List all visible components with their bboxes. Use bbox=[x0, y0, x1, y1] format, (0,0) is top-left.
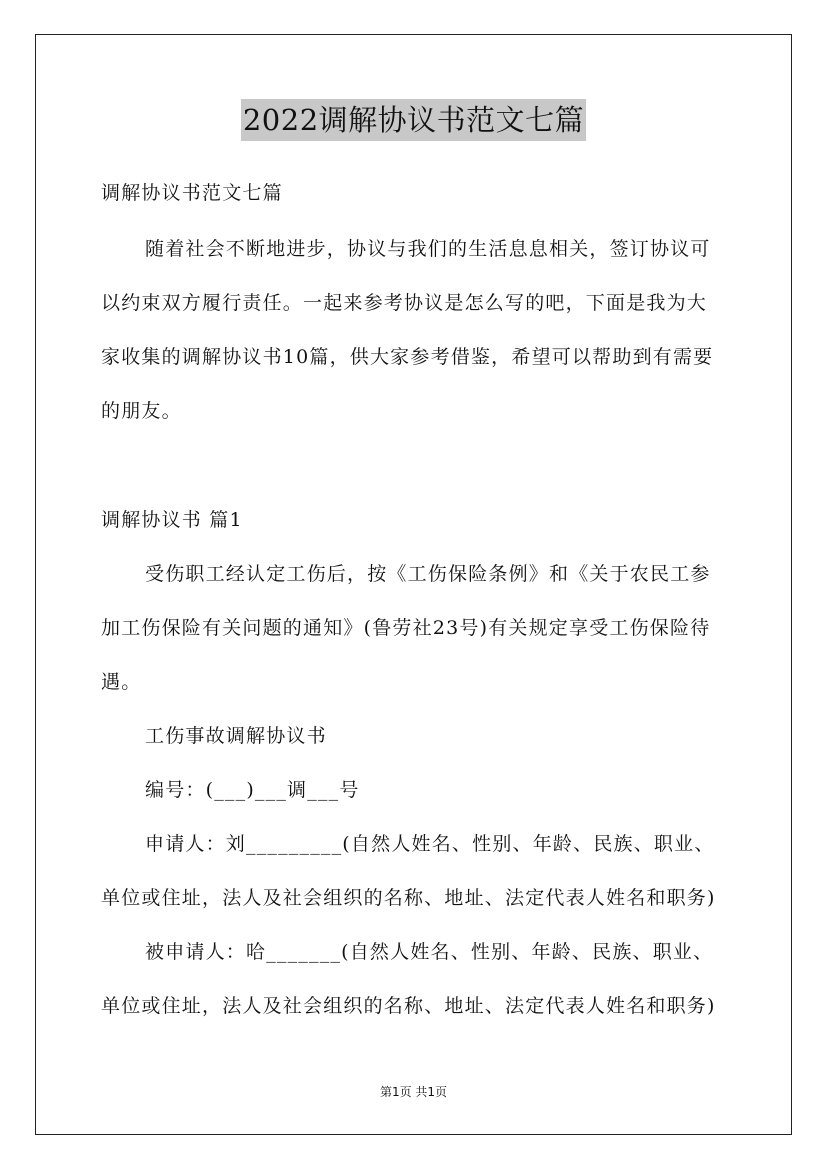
form-number-line: 编号：(___)___调___号 bbox=[145, 779, 360, 801]
doc-subtitle: 调解协议书范文七篇 bbox=[101, 182, 283, 204]
section-heading: 调解协议书 篇1 bbox=[101, 509, 243, 531]
paragraph-line: 加工伤保险有关问题的通知》(鲁劳社23号)有关规定享受工伤保险待 bbox=[101, 617, 711, 639]
paragraph-line: 受伤职工经认定工伤后，按《工伤保险条例》和《关于农民工参 bbox=[145, 563, 711, 585]
paragraph-line: 家收集的调解协议书10篇，供大家参考借鉴，希望可以帮助到有需要 bbox=[101, 346, 714, 368]
applicant-line: 申请人：刘_________(自然人姓名、性别、年龄、民族、职业、 bbox=[145, 833, 715, 855]
paragraph-line: 单位或住址，法人及社会组织的名称、地址、法定代表人姓名和职务) bbox=[101, 887, 716, 909]
paragraph-line: 以约束双方履行责任。一起来参考协议是怎么写的吧，下面是我为大 bbox=[101, 292, 708, 314]
paragraph-line: 随着社会不断地进步，协议与我们的生活息息相关，签订协议可 bbox=[145, 238, 711, 260]
paragraph-line: 遇。 bbox=[101, 671, 142, 693]
document-title: 2022调解协议书范文七篇 bbox=[241, 99, 586, 141]
form-title: 工伤事故调解协议书 bbox=[145, 725, 327, 747]
paragraph-line: 的朋友。 bbox=[101, 400, 182, 422]
paragraph-line: 单位或住址，法人及社会组织的名称、地址、法定代表人姓名和职务) bbox=[101, 995, 716, 1017]
title-block bbox=[0, 99, 827, 141]
respondent-line: 被申请人：哈_______(自然人姓名、性别、年龄、民族、职业、 bbox=[145, 941, 714, 963]
page-footer: 第1页 共1页 bbox=[379, 1085, 448, 1099]
